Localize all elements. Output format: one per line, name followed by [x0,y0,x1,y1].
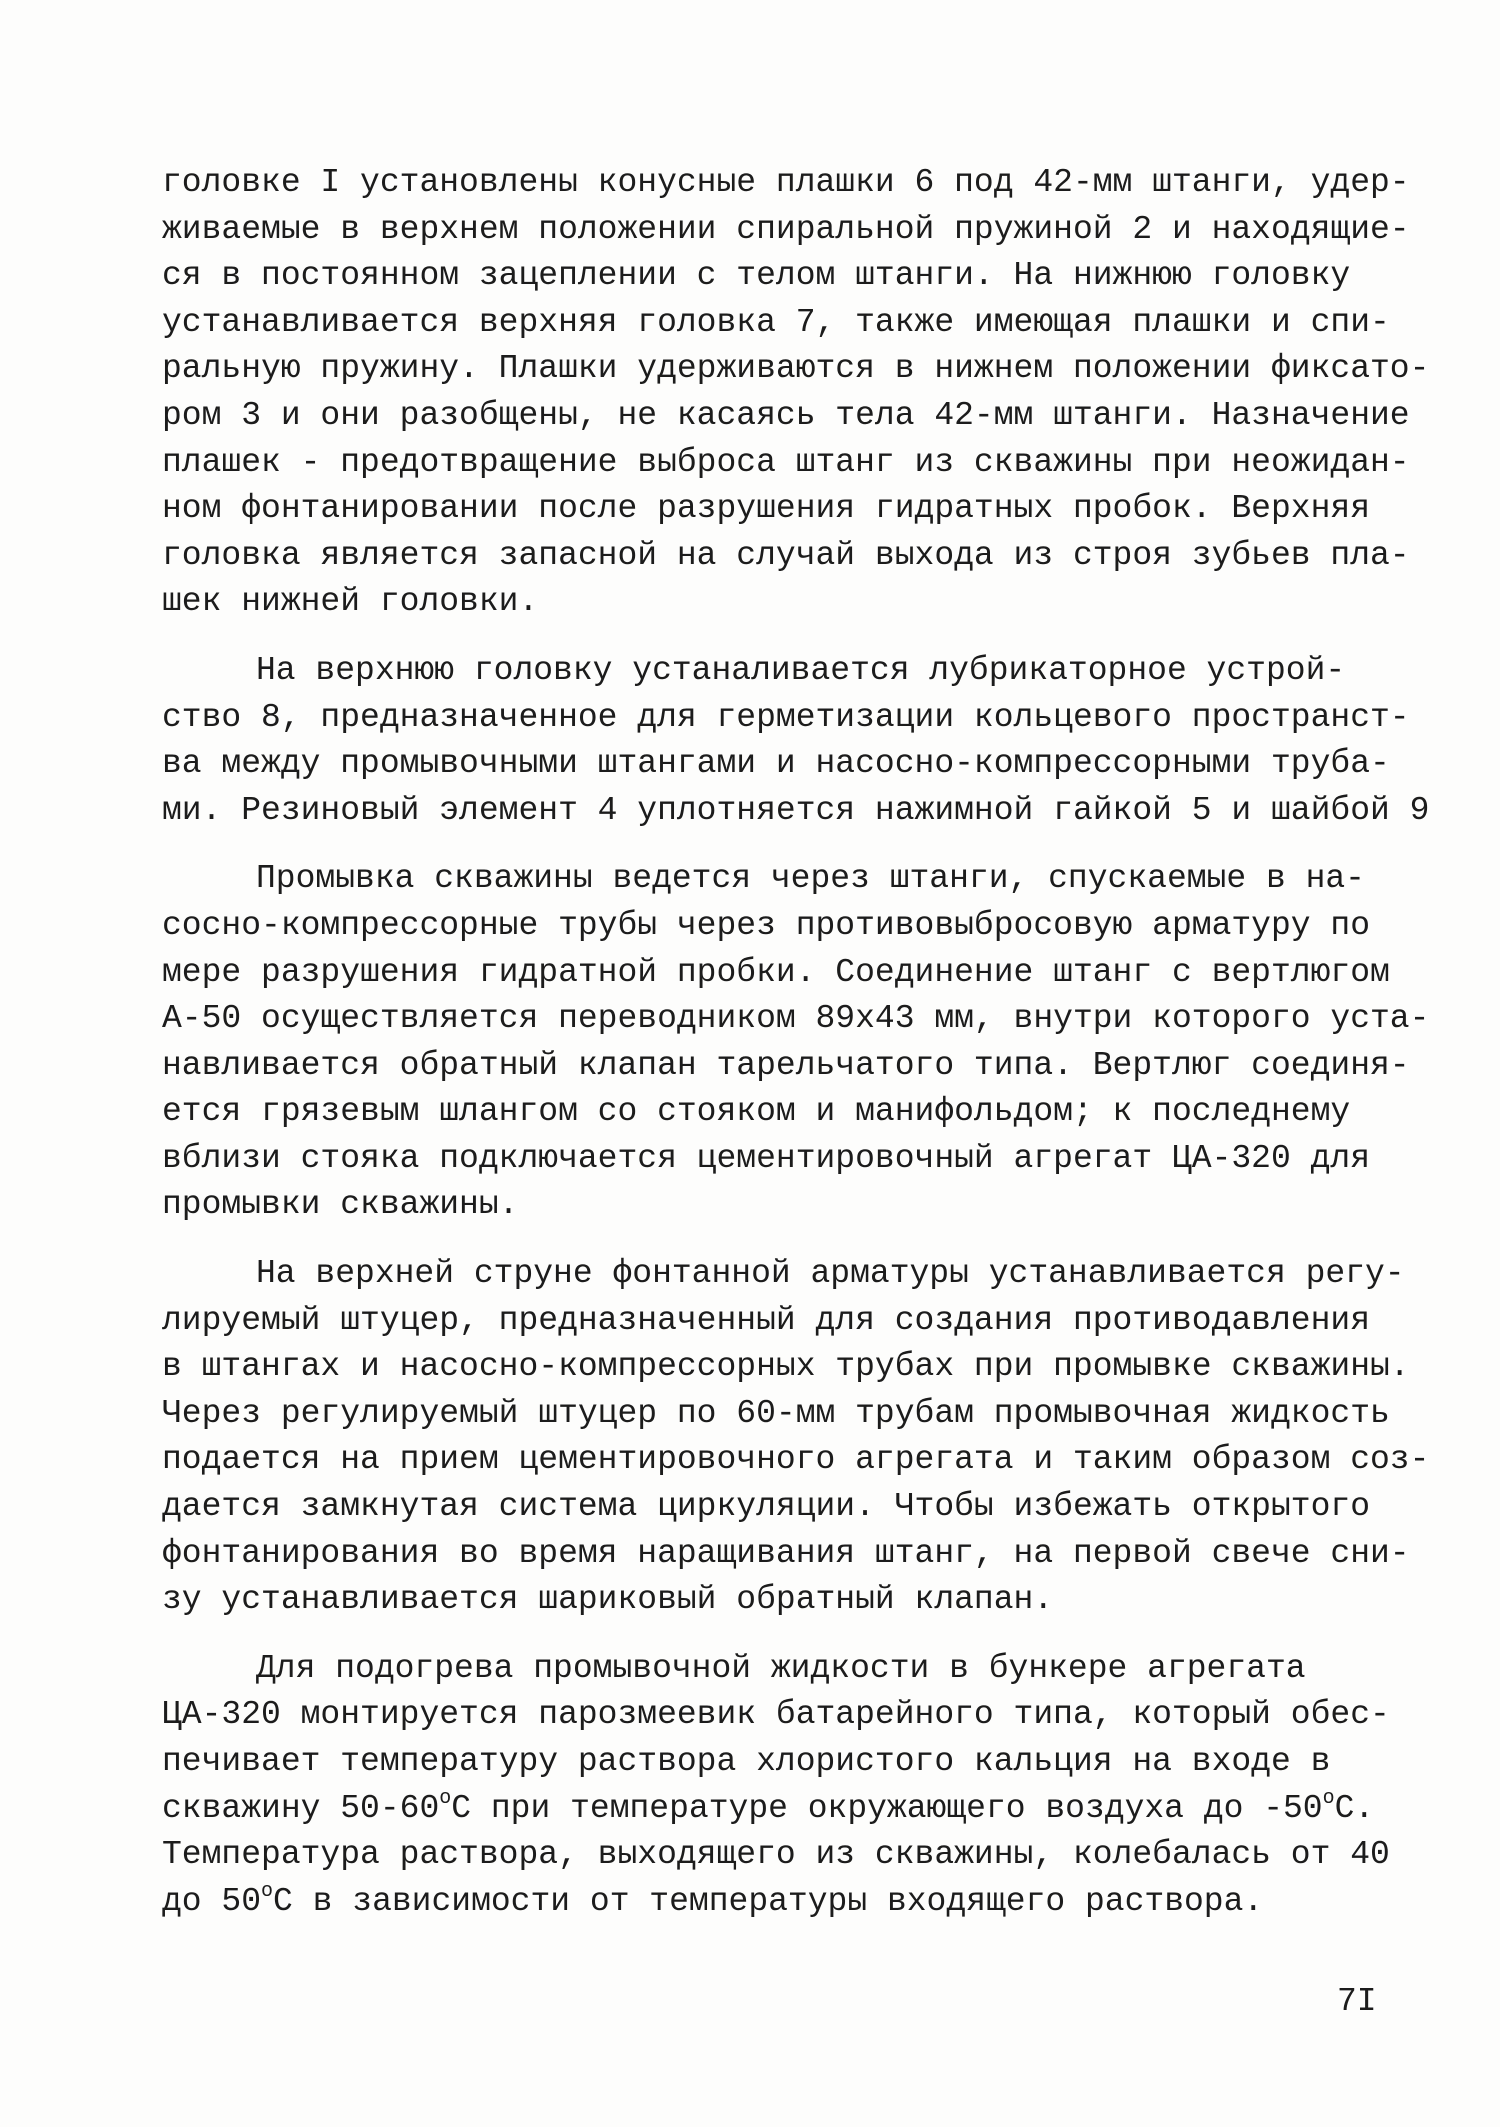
text-line: зу устанавливается шариковый обратный клапан. [162,1581,1054,1619]
text-line: вблизи стояка подключается цементировочный агрегат ЦА-320 для [162,1139,1370,1177]
paragraph-5 [162,1646,1402,1926]
text-line: навливается обратный клапан тарельчатого типа. Вертлюг соединя- [162,1046,1410,1084]
text-line: ральную пружину. Плашки удерживаются в нижнем положении фиксато- [162,350,1430,388]
text-line: устанавливается верхняя головка 7, также имеющая плашки и спи- [162,303,1390,341]
page-number: 7I [1337,1983,1377,2020]
text-fragment: С при температуре окружающего воздуха до -50 [451,1789,1323,1827]
text-line: мере разрушения гидратной пробки. Соединение штанг с вертлюгом [162,953,1390,991]
text-line: плашек - предотвращение выброса штанг из скважины при неожидан- [162,443,1410,481]
text-line: На верхнюю головку устаналивается лубрикаторное устрой- [256,651,1346,689]
text-line: Через регулируемый штуцер по 60-мм трубам промывочная жидкость [162,1394,1390,1432]
text-line: ром 3 и они разобщены, не касаясь тела 42-мм штанги. Назначение [162,396,1410,434]
text-line: Температура раствора, выходящего из скважины, колебалась от 40 [162,1836,1390,1874]
degree-superscript: о [1322,1786,1335,1810]
text-line: в штангах и насосно-компрессорных трубах при промывке скважины. [162,1348,1410,1386]
text-line: ЦА-320 монтируется парозмеевик батарейного типа, который обес- [162,1696,1390,1734]
text-line: ся в постоянном зацеплении с телом штанги. На нижнюю головку [162,257,1351,295]
paragraph-4 [162,1251,1430,1624]
paragraph-1 [162,160,1430,626]
text-line: дается замкнутая система циркуляции. Чтобы избежать открытого [162,1488,1370,1526]
text-line: ство 8, предназначенное для герметизации кольцевого пространст- [162,698,1410,736]
text-line: Для подогрева промывочной жидкости в бункере агрегата [256,1649,1306,1687]
text-line: головке I установлены конусные плашки 6 под 42-мм штанги, удер- [162,164,1410,201]
text-line: промывки скважины. [162,1186,519,1224]
paragraph-2 [162,648,1430,834]
text-line: ется грязевым шлангом со стояком и манифольдом; к последнему [162,1093,1351,1131]
text-line: Промывка скважины ведется через штанги, спускаемые в на- [256,860,1365,898]
text-line: ном фонтанировании после разрушения гидратных пробок. Верхняя [162,490,1370,528]
text-line: фонтанирования во время наращивания штанг, на первой свече сни- [162,1534,1410,1572]
text-line: ва между промывочными штангами и насосно-компрессорными труба- [162,745,1390,783]
text-line: печивает температуру раствора хлористого кальция на входе в [162,1743,1331,1780]
text-line: На верхней струне фонтанной арматуры устанавливается регу- [256,1255,1405,1293]
text-line: лируемый штуцер, предназначенный для создания противодавления [162,1301,1370,1339]
text-line: подается на прием цементировочного агрегата и таким образом соз- [162,1441,1430,1479]
text-line: шек нижней головки. [162,583,539,621]
text-line: А-50 осуществляется переводником 89х43 мм, внутри которого уста- [162,1000,1430,1038]
degree-superscript: о [439,1786,452,1810]
text-fragment: скважину 50-60 [162,1789,440,1827]
text-line: живаемые в верхнем положении спиральной пружиной 2 и находящие- [162,210,1410,248]
paragraph-3 [162,856,1430,1229]
text-line [162,1786,1402,1833]
degree-superscript: о [261,1879,274,1903]
text-line [162,1879,1402,1926]
text-line: сосно-компрессорные трубы через противовыбросовую арматуру по [162,906,1370,944]
body-text [162,160,1430,1947]
text-fragment: до 50 [162,1882,262,1920]
text-line: ми. Резиновый элемент 4 уплотняется нажимной гайкой 5 и шайбой 9 [162,791,1430,829]
text-fragment: С. [1334,1789,1375,1827]
text-line: головка является запасной на случай выхода из строя зубьев пла- [162,536,1410,574]
text-fragment: С в зависимости от температуры входящего раствора. [273,1882,1264,1920]
